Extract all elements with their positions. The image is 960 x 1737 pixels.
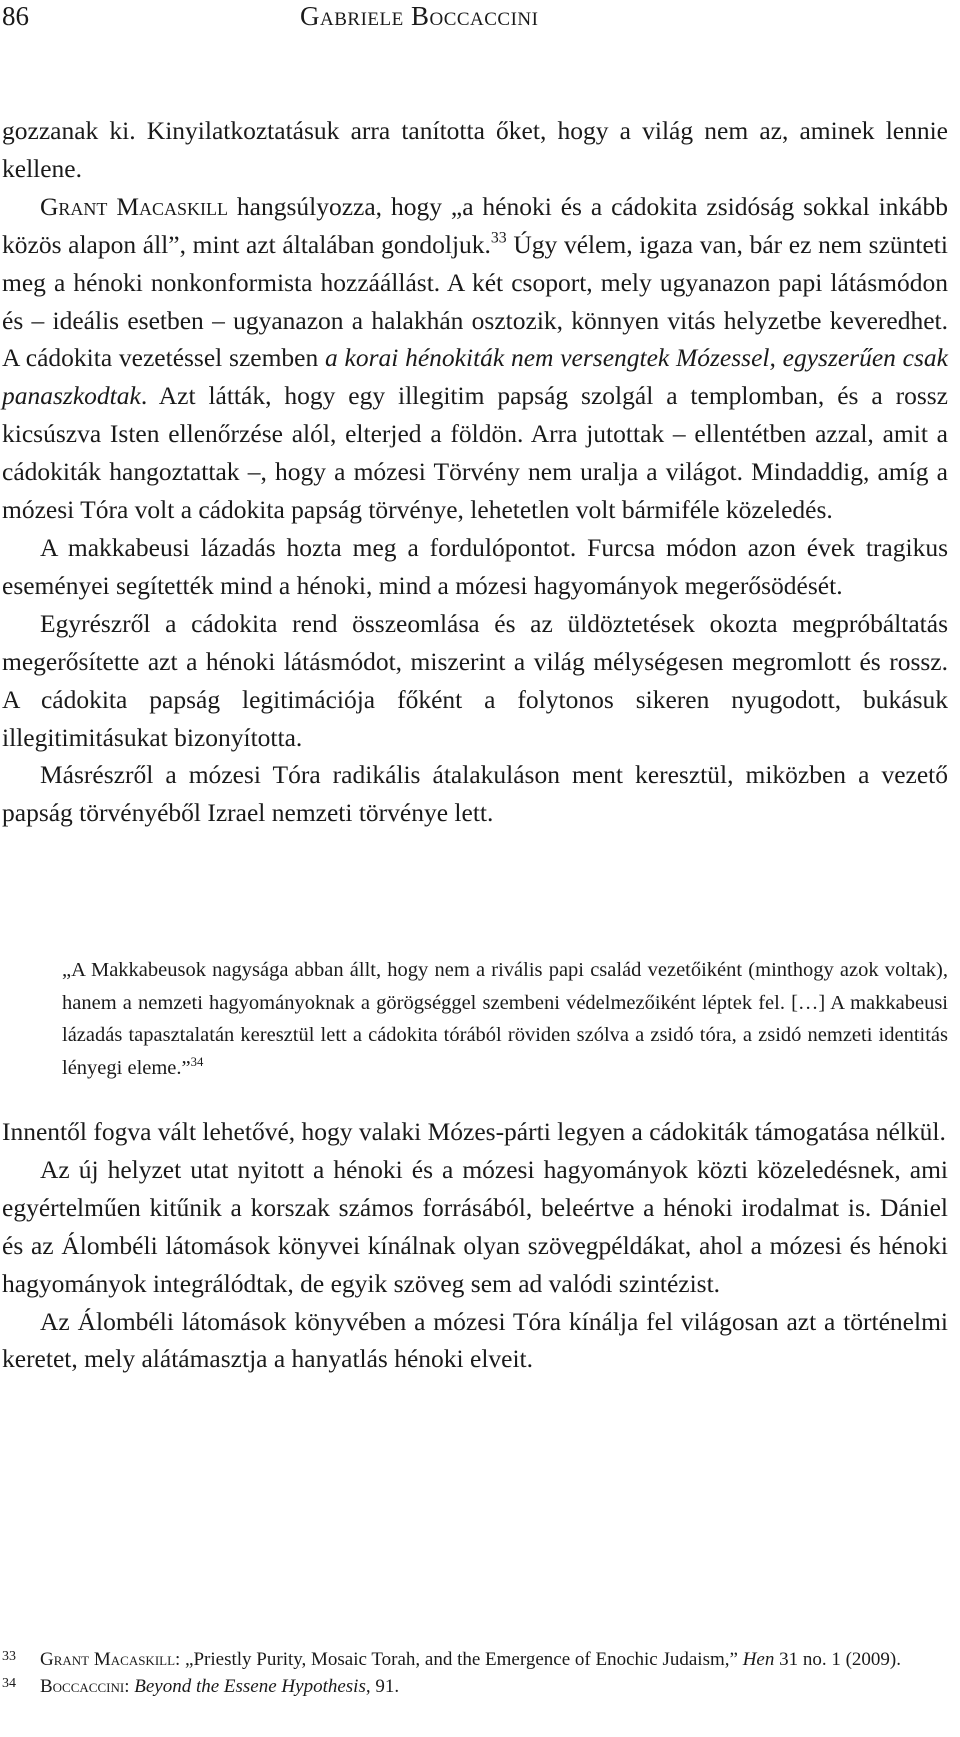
paragraph: A makkabeusi lázadás hozta meg a fordulópontot. Furcsa módon azon évek tragikus eseményei segítették mind a hénoki, mind a mózesi hagyományok megerősödését. <box>2 532 948 600</box>
footnote-text: : „Priestly Purity, Mosaic Torah, and the Emergence of Enochic Judaism,” <box>175 1649 743 1670</box>
footnote-title: Beyond the Essene Hypothesis <box>134 1676 366 1697</box>
footnote <box>2 1646 948 1673</box>
text-run: hangsúlyozza, hogy „a hénoki és a cádokita zsidóság sokkal inkább közös alapon áll”, mint azt általában gondoljuk. <box>2 191 948 259</box>
footnote <box>2 1673 948 1700</box>
footnote-number: 33 <box>2 1649 16 1664</box>
running-head-author: Gabriele Boccaccini <box>300 1 539 31</box>
paragraph: gozzanak ki. Kinyilatkoztatásuk arra tanította őket, hogy a világ nem az, aminek lennie kellene. <box>2 116 948 183</box>
quote-text: „A Makkabeusok nagysága abban állt, hogy nem a rivális papi család vezetőiként (minthogy azok voltak), hanem a nemzeti hagyományoknak a görögséggel szembeni védelmezőiként léptek fel. […] A makkabeusi lázadás tapasztalatán keresztül lett a cádokita tórából röviden szólva a zsidó tóra, a zsidó nemzeti identitás lényegi eleme.” <box>62 959 948 1079</box>
footnote-ref: 34 <box>190 1054 204 1069</box>
text-run: Úgy vélem, igaza van, bár ez nem szünteti meg a hénoki nonkonformista hozzáállást. A két csoport, mely ugyanazon papi látásmódon és – ideális esetben – ugyanazon a halakhán osztozik, könnyen vitás helyzetbe keveredhet. A cádokita vezetéssel szemben <box>2 229 948 373</box>
paragraph: Innentől fogva vált lehetővé, hogy valaki Mózes-párti legyen a cádokiták támogatása nélkül. <box>2 1117 946 1146</box>
italic-text: a korai hénokiták nem versengtek Mózessel, egyszerűen csak panaszkodtak <box>2 343 948 411</box>
main-text-continued <box>2 1113 948 1378</box>
paragraph: Az új helyzet utat nyitott a hénoki és a mózesi hagyományok közti közeledésnek, ami egyértelműen kitűnik a korszak számos forrásából, beleértve a hénoki irodalmat is. Dániel és az Álombéli látomások könyvei kínálnak olyan szövegpéldákat, ahol a mózesi és hénoki hagyományok integrálódtak, de egyik szöveg sem ad valódi szintézist. <box>2 1154 948 1298</box>
block-quote <box>62 954 948 1084</box>
footnote-author: Boccaccini <box>40 1676 125 1697</box>
footnote-author: Grant Macaskill <box>40 1649 176 1670</box>
paragraph: Az Álombéli látomások könyvében a mózesi Tóra kínálja fel világosan azt a történelmi keretet, mely alátámasztja a hanyatlás hénoki elveit. <box>2 1306 948 1374</box>
paragraph <box>2 188 948 529</box>
author-name: Grant Macaskill <box>40 191 228 221</box>
paragraph: Másrészről a mózesi Tóra radikális átalakuláson ment keresztül, miközben a vezető papság törvényéből Izrael nemzeti törvénye lett. <box>2 760 948 828</box>
quote-paragraph <box>62 954 948 1084</box>
paragraph: Egyrészről a cádokita rend összeomlása és az üldöztetések okozta megpróbáltatás megerősítette azt a hénoki látásmódot, miszerint a világ mélységesen megromlott és rossz. A cádokita papság legitimációja főként a folytonos sikeren nyugodott, bukásuk illegitimitásukat bizonyította. <box>2 608 948 752</box>
footnote-text: , 91. <box>365 1676 400 1697</box>
footnote-text: : <box>124 1676 135 1697</box>
footnote-text: 31 no. 1 (2009). <box>774 1649 901 1670</box>
page-number: 86 <box>2 1 29 31</box>
footnote-journal: Hen <box>742 1649 775 1670</box>
page-header <box>0 0 960 40</box>
text-run: . Azt látták, hogy egy illegitim papság szolgál a templomban, és a rossz kicsúszva Isten ellenőrzése alól, elterjed a földön. Arra jutottak – ellentétben azzal, amit a cádokiták hangoztattak –, hogy a mózesi Törvény nem uralja a világot. Mindaddig, amíg a mózesi Tóra volt a cádokita papság törvénye, lehetetlen volt bármiféle közeledés. <box>2 381 948 525</box>
footnotes <box>2 1646 948 1700</box>
main-text <box>2 112 948 832</box>
footnote-ref: 33 <box>490 229 507 247</box>
footnote-number: 34 <box>2 1676 16 1691</box>
